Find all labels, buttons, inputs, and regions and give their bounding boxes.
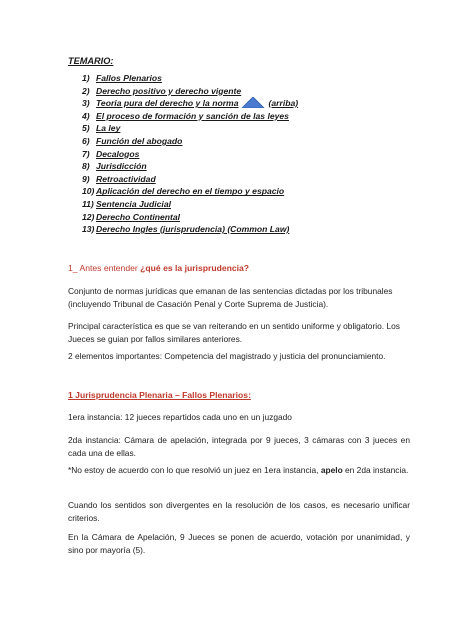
toc-item-label: La ley bbox=[96, 123, 121, 134]
triangle-icon bbox=[240, 97, 266, 108]
toc-item-label: Teoria pura del derecho y la norma bbox=[96, 98, 239, 109]
toc-item: 7) Decalogos bbox=[82, 148, 140, 159]
toc-item: 2) Derecho positivo y derecho vigente bbox=[82, 85, 242, 96]
toc-item: 4) El proceso de formación y sanción de las leyes bbox=[82, 110, 289, 121]
table-of-contents bbox=[82, 72, 298, 236]
toc-item: 6) Función del abogado bbox=[82, 135, 183, 146]
section-title-fallos-plenarios: 1 Jurisprudencia Plenaria – Fallos Plenarios: bbox=[68, 390, 251, 400]
paragraph: Principal característica es que se van reiterando en un sentido uniforme y obligatorio. Los Jueces se guian por fallos similares anteriores. bbox=[68, 321, 400, 344]
paragraph: 1era instancia: 12 jueces repartidos cada uno en un juzgado bbox=[68, 412, 292, 422]
paragraph: Conjunto de normas jurídicas que emanan de las sentencias dictadas por los tribunales (incluyendo Tribunal de Casación Penal y Corte Suprema de Justicia). bbox=[68, 286, 393, 309]
section-title-jurisprudencia: 1_ Antes entender ¿qué es la jurisprudencia? bbox=[68, 263, 250, 273]
toc-item: 3) Teoria pura del derecho y la norma (arriba) bbox=[82, 98, 299, 109]
paragraph: 2 elementos importantes: Competencia del magistrado y justicia del pronunciamiento. bbox=[68, 351, 386, 361]
toc-item-label: Derecho Continental bbox=[96, 211, 181, 222]
paragraph: 2da instancia: Cámara de apelación, integrada por 9 jueces, 3 cámaras con 3 jueces en cada una de ellas. bbox=[68, 435, 410, 458]
toc-item-label: Derecho positivo y derecho vigente bbox=[96, 85, 242, 96]
toc-item: 12) Derecho Continental bbox=[82, 211, 181, 222]
toc-item: 5) La ley bbox=[82, 123, 121, 134]
toc-item-label: Retroactividad bbox=[96, 173, 156, 184]
section-question: ¿qué es la jurisprudencia? bbox=[140, 263, 250, 273]
toc-item-label: Aplicación del derecho en el tiempo y espacio bbox=[96, 186, 285, 197]
temario-heading: TEMARIO: bbox=[68, 56, 114, 66]
toc-item-label: Sentencia Judicial bbox=[96, 198, 171, 209]
toc-item: 11) Sentencia Judicial bbox=[82, 198, 171, 209]
toc-item: 8) Jurisdicción bbox=[82, 161, 147, 172]
toc-item: 10) Aplicación del derecho en el tiempo y espacio bbox=[82, 186, 285, 197]
paragraph: Cuando los sentidos son divergentes en la resolución de los casos, es necesario unificar criterios. bbox=[68, 500, 410, 523]
toc-item-label: Jurisdicción bbox=[96, 161, 147, 172]
paragraph: En la Cámara de Apelación, 9 Jueces se ponen de acuerdo, votación por unanimidad, y sino por mayoría (5). bbox=[68, 532, 410, 555]
toc-item: 13) Derecho Ingles (jurisprudencia) (Common Law) bbox=[82, 224, 290, 235]
toc-item-label: El proceso de formación y sanción de las leyes bbox=[96, 110, 289, 121]
emphasis-apelo: apelo bbox=[320, 465, 343, 475]
toc-item-label: Función del abogado bbox=[96, 135, 183, 146]
toc-item: 9) Retroactividad bbox=[82, 173, 156, 184]
toc-item-label: Derecho Ingles (jurisprudencia) (Common Law) bbox=[96, 224, 290, 235]
toc-item-label: Decalogos bbox=[96, 148, 140, 159]
toc-item-label: Fallos Plenarios bbox=[96, 73, 162, 83]
paragraph: *No estoy de acuerdo con lo que resolvió un juez en 1era instancia, apelo en 2da instancia. bbox=[68, 465, 409, 475]
toc-item-suffix: (arriba) bbox=[268, 98, 299, 109]
toc-item: 1) Fallos Plenarios bbox=[82, 73, 162, 83]
